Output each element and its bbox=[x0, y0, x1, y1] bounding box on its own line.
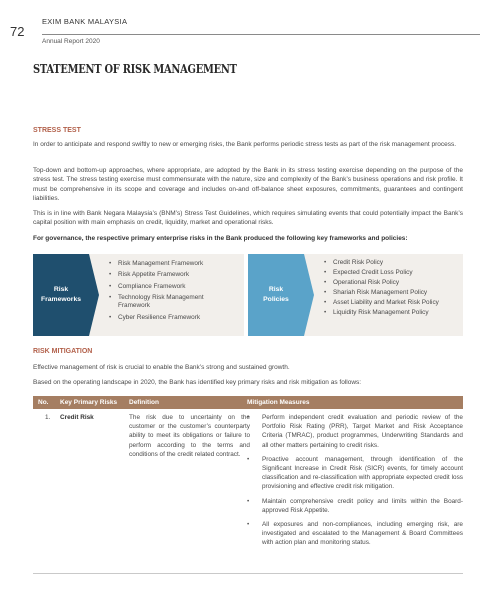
header-mitigation: Mitigation Measures bbox=[247, 399, 310, 406]
table-bottom-rule bbox=[33, 573, 463, 574]
mitigation-list bbox=[247, 413, 463, 553]
risk-mitigation-para-2: Based on the operating landscape in 2020, the Bank has identified key primary risks and risk mitigation as follows: bbox=[33, 379, 362, 386]
list-item: • Shariah Risk Management Policy bbox=[324, 289, 449, 298]
list-item: • Operational Risk Policy bbox=[324, 279, 449, 288]
header-divider bbox=[42, 34, 480, 35]
stress-test-para-4: For governance, the respective primary enterprise risks in the Bank produced the following key frameworks and policies: bbox=[33, 235, 408, 242]
mitigation-item: • All exposures and non-compliances, including emerging risk, are investigated and escalated to the Management & Board Committees with action plan and monitoring status. bbox=[247, 520, 463, 548]
header-definition: Definition bbox=[129, 399, 159, 406]
report-subtitle: Annual Report 2020 bbox=[42, 38, 100, 45]
risk-mitigation-heading: RISK MITIGATION bbox=[33, 348, 93, 355]
list-item: • Cyber Resilience Framework bbox=[109, 314, 234, 323]
policies-label-line-2: Policies bbox=[263, 296, 289, 303]
risk-table bbox=[33, 396, 463, 583]
list-item: • Credit Risk Policy bbox=[324, 259, 449, 268]
mitigation-item: • Perform independent credit evaluation and periodic review of the Portfolio Risk Rating (PRR), Target Market and Risk Acceptance Criteria (TMRAC), product programmes, Underwriting Standards and all other matters pertaining to credit risks. bbox=[247, 413, 463, 450]
list-item: • Expected Credit Loss Policy bbox=[324, 269, 449, 278]
list-item: • Asset Liability and Market Risk Policy bbox=[324, 299, 449, 308]
risk-mitigation-para-1: Effective management of risk is crucial to enable the Bank’s strong and sustained growth. bbox=[33, 364, 290, 371]
frameworks-label-line-1: Risk bbox=[53, 286, 69, 293]
risk-policies-box bbox=[248, 254, 463, 336]
frameworks-label-line-2: Frameworks bbox=[40, 296, 82, 303]
stress-test-para-1: In order to anticipate and respond swiftly to new or emerging risks, the Bank performs periodic stress tests as part of the risk management process. bbox=[33, 141, 457, 148]
stress-test-heading: STRESS TEST bbox=[33, 127, 81, 134]
page-header bbox=[0, 0, 480, 48]
policies-list bbox=[324, 259, 449, 320]
list-item: • Liquidity Risk Management Policy bbox=[324, 309, 449, 318]
policies-label bbox=[248, 254, 304, 336]
list-item: • Risk Management Framework bbox=[109, 260, 234, 269]
mitigation-item: • Proactive account management, through identification of the Significant Increase in Credit Risk (SICR) events, for timely account classification and re-classification with appropriate expected credit loss provisioning and effective credit risk mitigation. bbox=[247, 455, 463, 492]
mitigation-item: • Maintain comprehensive credit policy and limits within the Board-approved Risk Appetite. bbox=[247, 497, 463, 515]
stress-test-para-3: This is in line with Bank Negara Malaysia’s (BNM’s) Stress Test Guidelines, which requires simulating events that could potentially impact the Bank’s capital position with main emphasis on credit, liquidity, market and operational risks. bbox=[33, 210, 463, 227]
header-no: No. bbox=[38, 399, 49, 406]
page-number: 72 bbox=[10, 24, 25, 39]
stress-test-para-2: Top-down and bottom-up approaches, where appropriate, are adopted by the Bank in its stress testing exercise depending on the purpose of the stress test. The stress testing exercise must commensurate with the nature, size and complexity of the Bank’s business operations and risk profile. It must be comprehensive in its scope and coverage and includes on-and off-balance sheet exposures, commitments, guarantees and contingent liabilities. bbox=[33, 167, 463, 202]
risk-frameworks-box bbox=[33, 254, 244, 336]
frameworks-list bbox=[109, 260, 234, 325]
page-title: STATEMENT OF RISK MANAGEMENT bbox=[33, 62, 237, 76]
frameworks-label bbox=[33, 254, 89, 336]
table-row bbox=[33, 413, 463, 583]
bank-name: EXIM BANK MALAYSIA bbox=[42, 17, 128, 26]
policies-label-line-1: Risk bbox=[268, 286, 284, 293]
row-risk: Credit Risk bbox=[60, 414, 94, 421]
list-item: • Compliance Framework bbox=[109, 283, 234, 292]
table-header bbox=[33, 396, 463, 409]
row-number: 1. bbox=[45, 414, 51, 421]
list-item: • Technology Risk Management Framework bbox=[109, 294, 234, 311]
row-definition: The risk due to uncertainty on the customer or the customer’s counterparty ability to meet its obligations or failure to perform according to the terms and conditions of the credit related contract. bbox=[129, 414, 250, 458]
header-risk: Key Primary Risks bbox=[60, 399, 118, 406]
list-item: • Risk Appetite Framework bbox=[109, 271, 234, 280]
